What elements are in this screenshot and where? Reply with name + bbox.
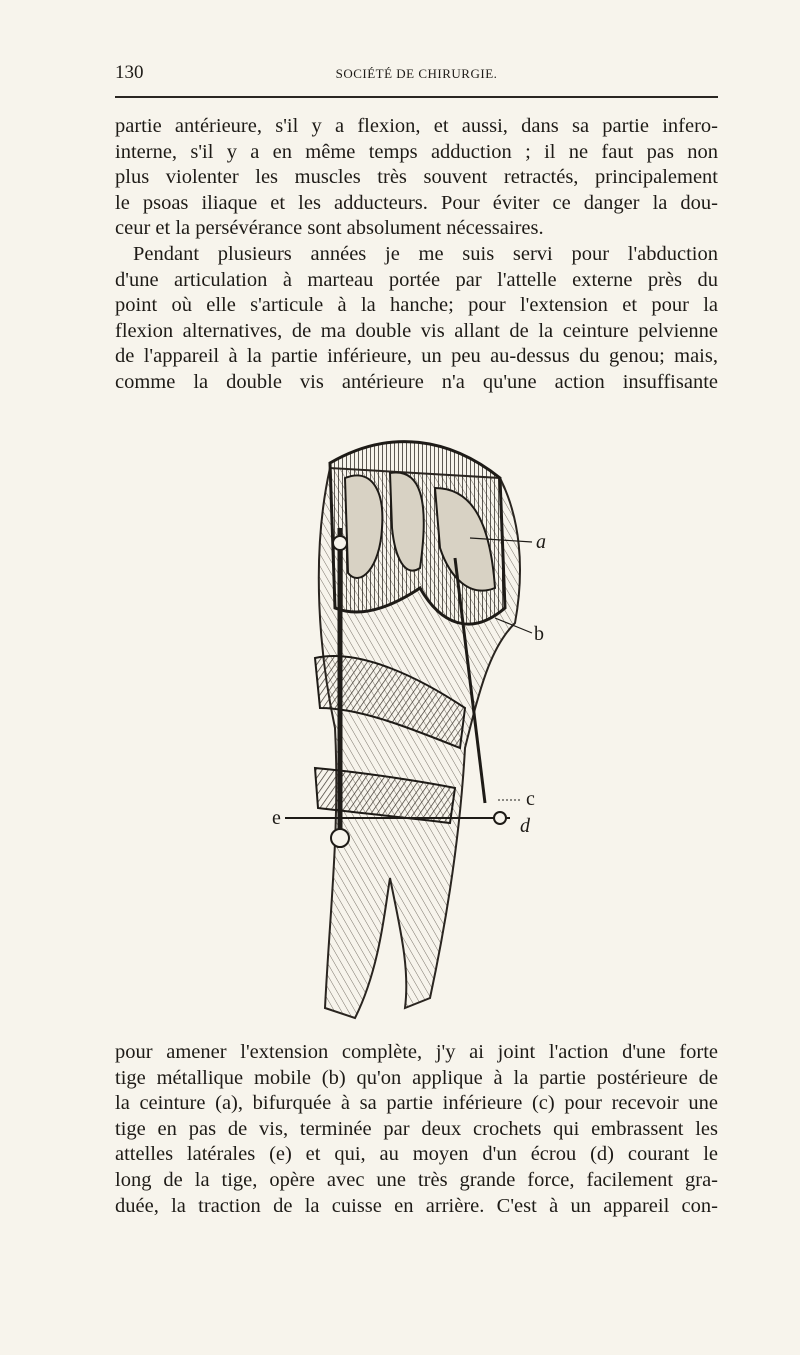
text-line: point où elle s'articule à la hanche; pour l'extension et pour la bbox=[115, 294, 718, 317]
label-d: d bbox=[520, 815, 530, 837]
label-b: b bbox=[534, 623, 544, 645]
header-rule bbox=[115, 96, 718, 98]
text-line: duée, la traction de la cuisse en arrière. C'est à un appareil con- bbox=[115, 1194, 718, 1217]
text-line: attelles latérales (e) et qui, au moyen d'un écrou (d) courant le bbox=[115, 1143, 718, 1166]
orthopedic-apparatus-figure bbox=[270, 408, 570, 1028]
hip-joint bbox=[333, 536, 347, 550]
text-line: le psoas iliaque et les adducteurs. Pour éviter ce danger la dou- bbox=[115, 191, 718, 214]
running-title: SOCIÉTÉ DE CHIRURGIE. bbox=[335, 66, 498, 81]
page-number: 130 bbox=[115, 62, 144, 83]
paragraph-top bbox=[115, 114, 718, 396]
adjusting-nut bbox=[494, 812, 506, 824]
page-header bbox=[115, 62, 718, 86]
text-line: tige métallique mobile (b) qu'on applique à la partie postérieure de bbox=[115, 1066, 718, 1089]
text-line: plus violenter les muscles très souvent retractés, principalement bbox=[115, 166, 718, 189]
figure-engraving bbox=[270, 408, 570, 1028]
paragraph-bottom bbox=[115, 1040, 718, 1219]
text-line: pour amener l'extension complète, j'y ai joint l'action d'une forte bbox=[115, 1041, 718, 1063]
text-line: tige en pas de vis, terminée par deux crochets qui embrassent les bbox=[115, 1117, 718, 1140]
text-line: de l'appareil à la partie inférieure, un peu au-dessus du genou; mais, bbox=[115, 345, 718, 368]
label-a: a bbox=[536, 531, 546, 553]
label-e: e bbox=[272, 807, 281, 829]
text-line: interne, s'il y a en même temps adduction ; il ne faut pas non bbox=[115, 140, 718, 163]
text-line: ceur et la persévérance sont absolument nécessaires. bbox=[115, 217, 544, 240]
text-line: la ceinture (a), bifurquée à sa partie inférieure (c) pour recevoir une bbox=[115, 1092, 718, 1115]
label-c: c bbox=[526, 788, 535, 810]
knee-screw bbox=[331, 829, 349, 847]
text-line: d'une articulation à marteau portée par l'attelle externe près du bbox=[115, 268, 718, 291]
text-line: comme la double vis antérieure n'a qu'une action insuffisante bbox=[115, 370, 718, 393]
text-line: Pendant plusieurs années je me suis servi pour l'abduction bbox=[133, 242, 718, 265]
text-line: partie antérieure, s'il y a flexion, et aussi, dans sa partie infero- bbox=[115, 115, 718, 137]
text-line: flexion alternatives, de ma double vis allant de la ceinture pelvienne bbox=[115, 319, 718, 342]
text-line: long de la tige, opère avec une très grande force, facilement gra- bbox=[115, 1168, 718, 1191]
